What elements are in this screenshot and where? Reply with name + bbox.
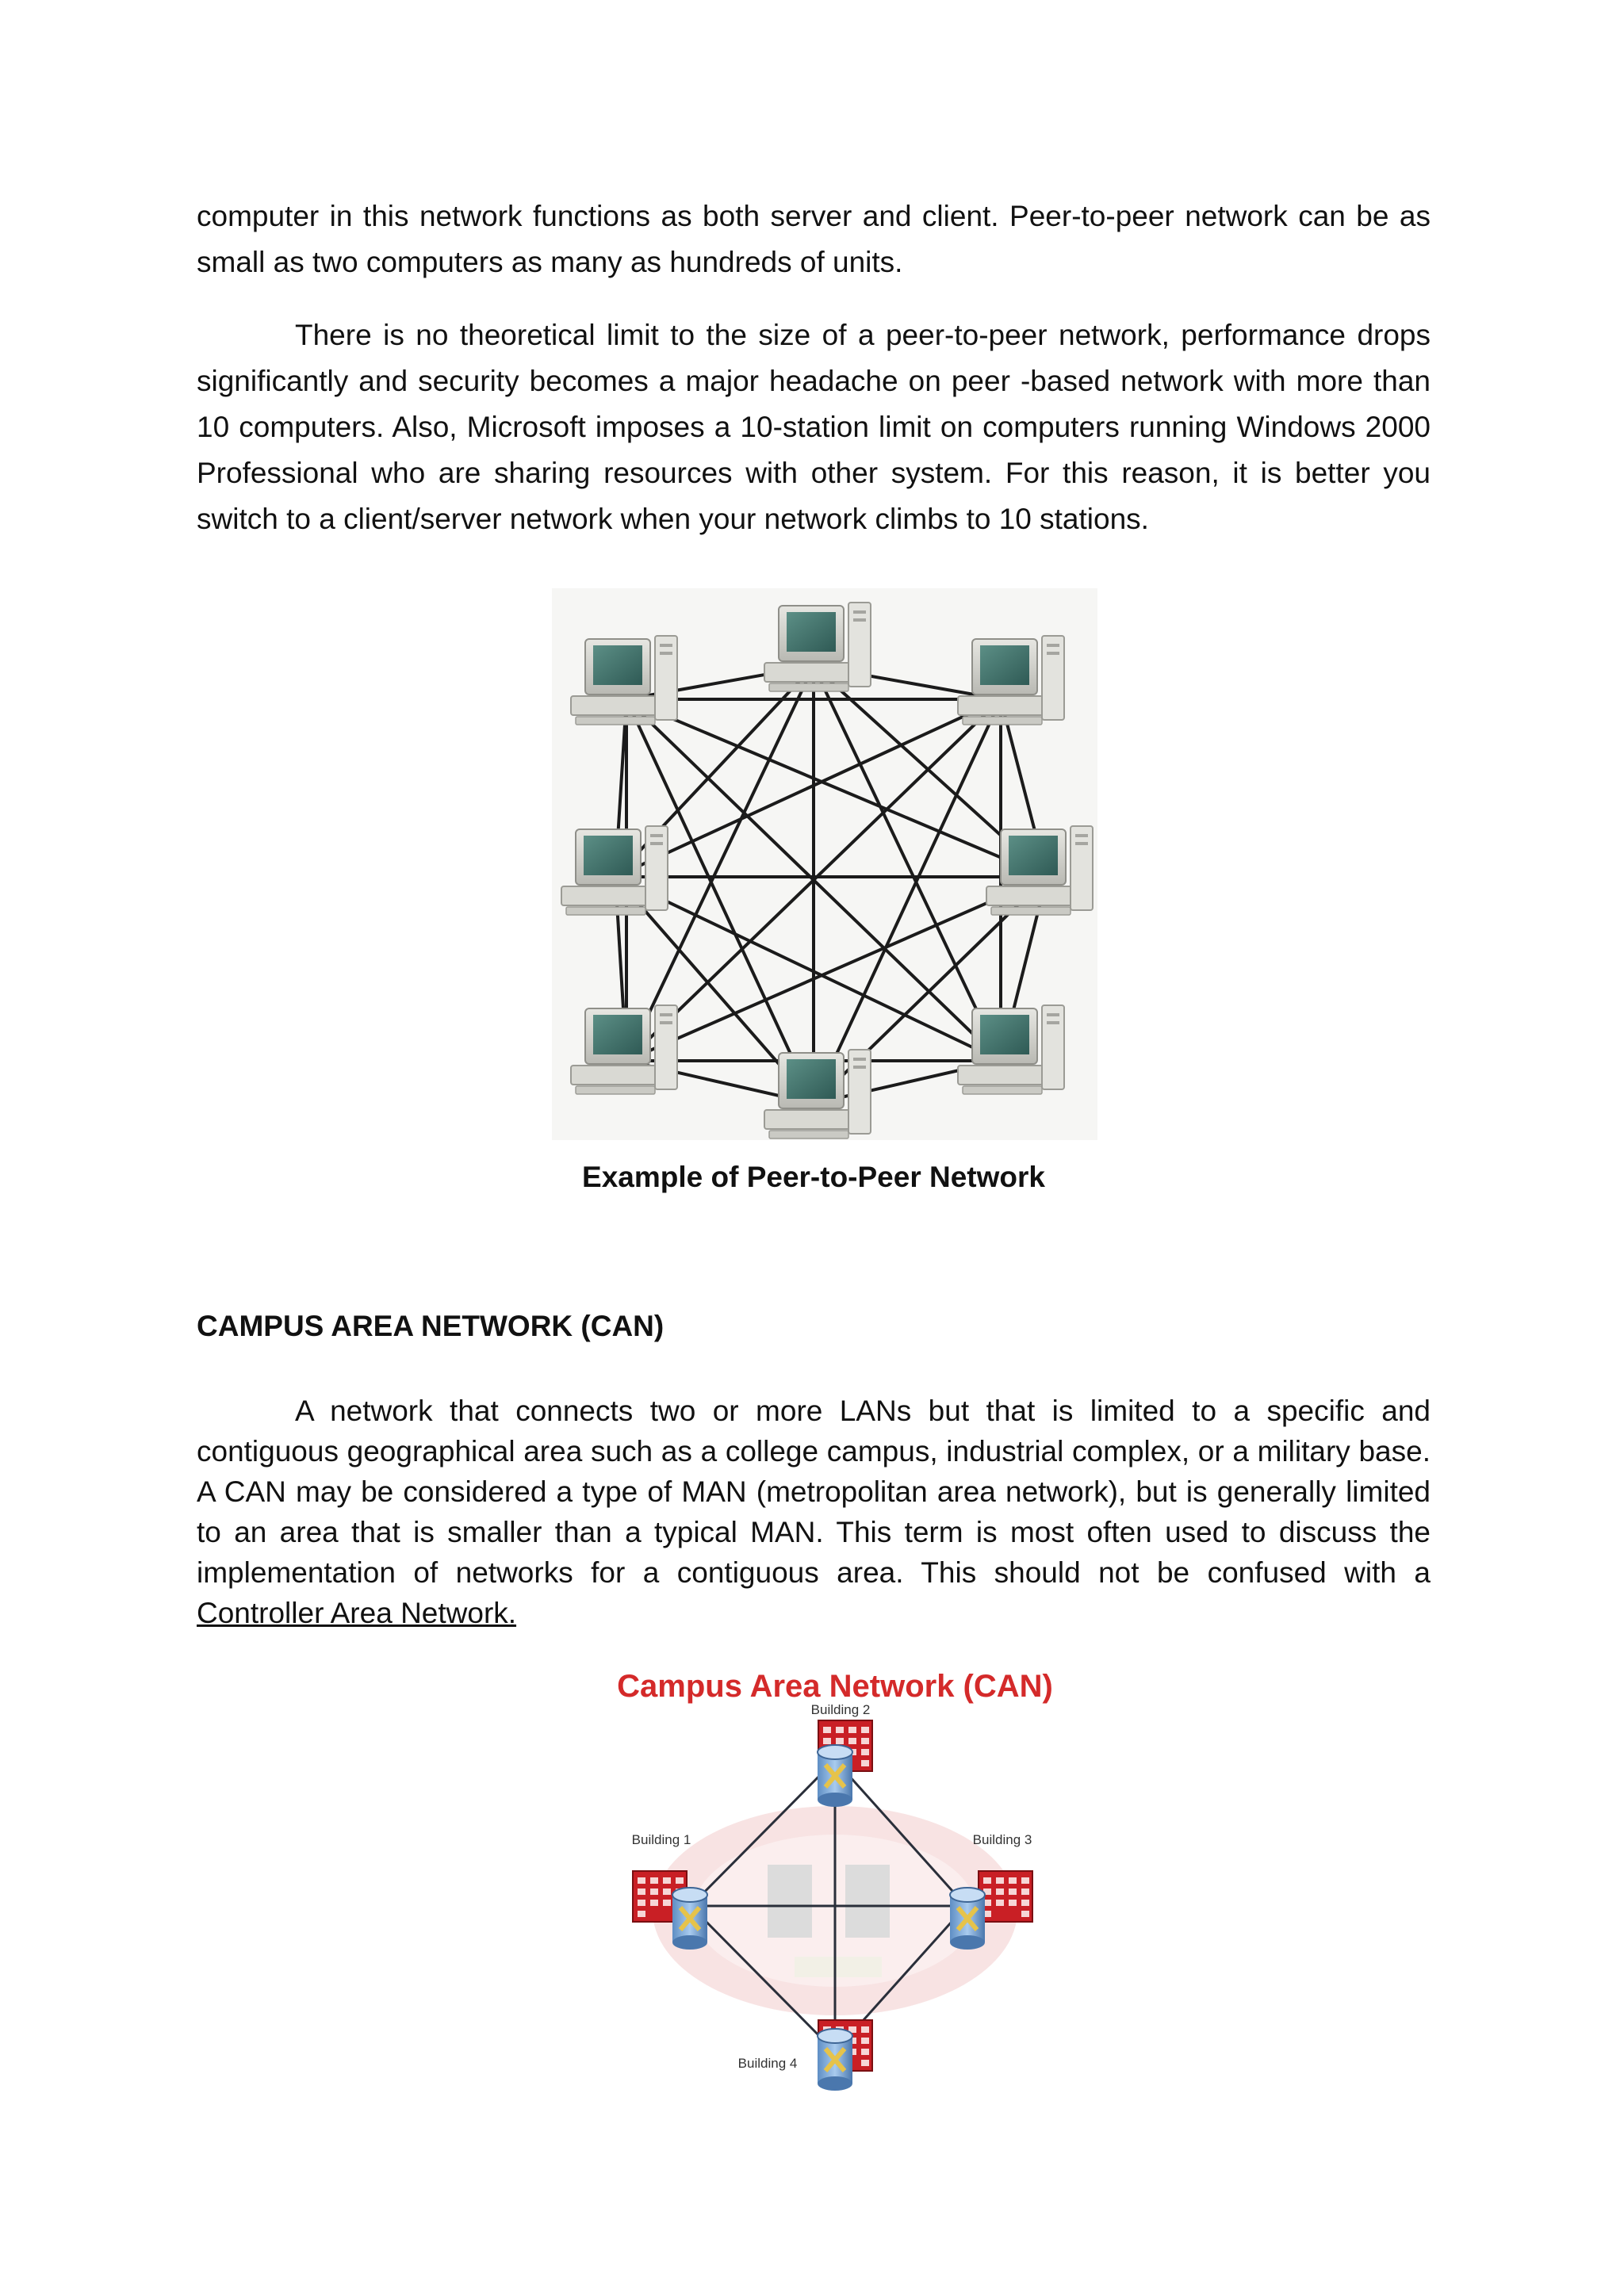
router-icon xyxy=(672,1888,707,1950)
body-paragraph: computer in this network functions as both server and client. Peer-to-peer network can be as small as two computers as many as hundreds of units. xyxy=(197,200,1431,278)
section-paragraph-text: A network that connects two or more LANs but that is limited to a specific and contiguous geographical area such as a college campus, industrial complex, or a military base. A CAN may be considered a type of MAN (metropolitan area network), but is generally limited to an area that is smaller than a typical MAN. This term is most often used to discuss the implementation of networks for a contiguous area. This should not be confused with a xyxy=(197,1395,1431,1589)
section-heading: CAMPUS AREA NETWORK (CAN) xyxy=(197,1310,665,1342)
can-diagram-title: Campus Area Network (CAN) xyxy=(617,1669,1053,1704)
peer-to-peer-network-diagram xyxy=(552,588,1097,1140)
computer-icon xyxy=(958,1005,1064,1094)
computer-icon xyxy=(764,603,871,691)
section-paragraph xyxy=(197,1391,1431,1633)
building-icon xyxy=(979,1871,1032,1922)
computer-icon xyxy=(764,1050,871,1138)
building-label: Building 4 xyxy=(737,2056,798,2071)
router-icon xyxy=(950,1888,985,1950)
building-label: Building 2 xyxy=(810,1702,871,1717)
building-label: Building 1 xyxy=(631,1832,691,1847)
building-label: Building 3 xyxy=(972,1832,1032,1847)
computer-icon xyxy=(561,826,668,915)
router-icon xyxy=(818,1745,852,1807)
computer-icon xyxy=(571,1005,677,1094)
computer-icon xyxy=(571,636,677,725)
router-icon xyxy=(818,2029,852,2091)
body-paragraph: There is no theoretical limit to the size of a peer-to-peer network, performance drops significantly and security becomes a major headache on peer -based network with more than 10 computers. Also, Microsoft imposes a 10-station limit on computers running Windows 2000 Professional who are sharing resources with other system. For this reason, it is better you switch to a client/server network when your network climbs to 10 stations. xyxy=(197,319,1431,535)
campus-area-network-diagram xyxy=(611,1657,1059,2093)
computer-icon xyxy=(958,636,1064,725)
computer-icon xyxy=(986,826,1093,915)
controller-area-network-link[interactable]: Controller Area Network. xyxy=(197,1597,517,1629)
figure-caption: Example of Peer-to-Peer Network xyxy=(582,1161,1045,1193)
